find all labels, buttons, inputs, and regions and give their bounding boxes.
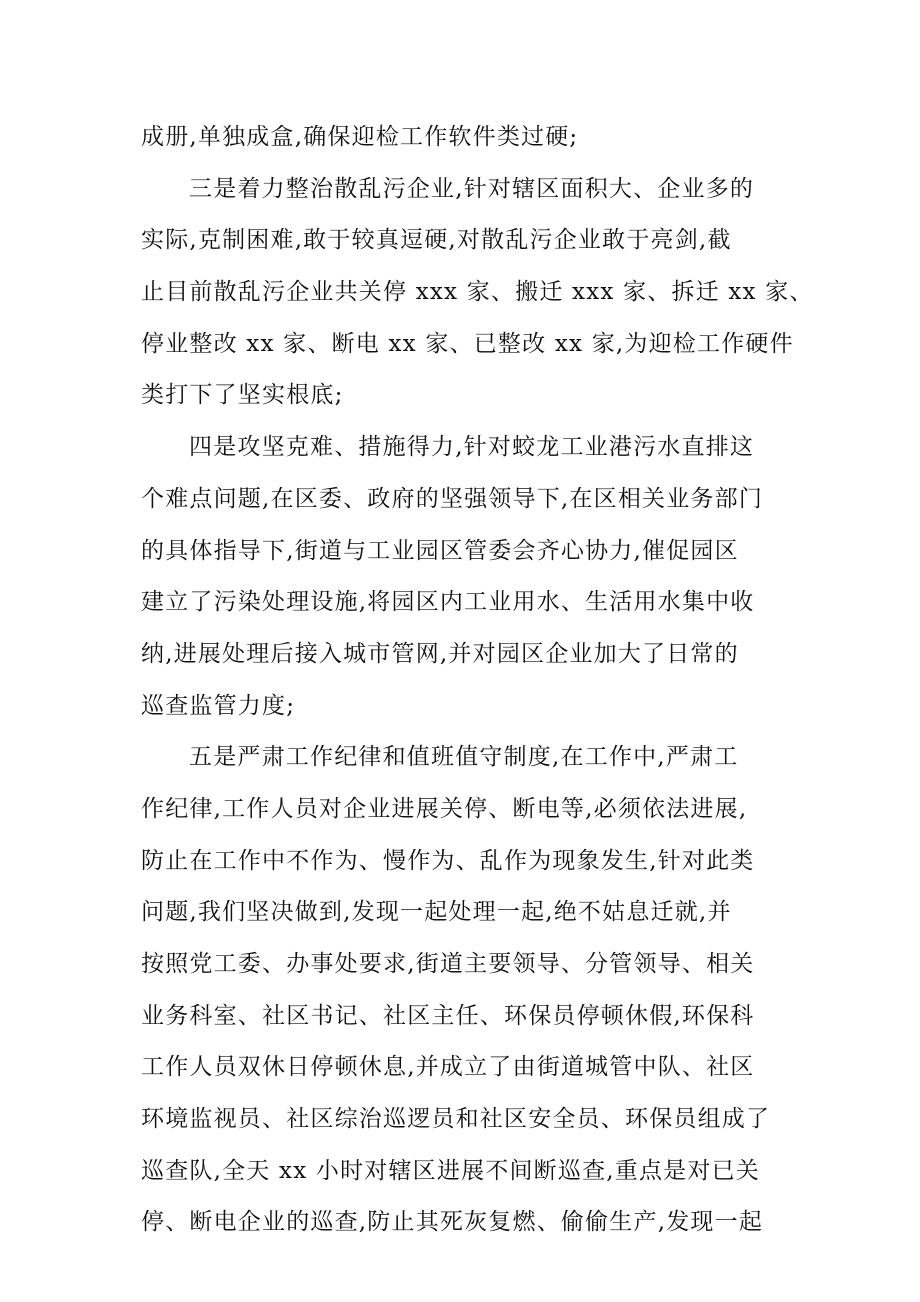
text-line: 巡查队,全天 xx 小时对辖区进展不间断巡查,重点是对已关 — [141, 1157, 760, 1184]
text-line: 类打下了坚实根底; — [141, 382, 344, 409]
text-line: 纳,进展处理后接入城市管网,并对园区企业加大了日常的 — [141, 640, 739, 667]
text-line: 工作人员双休日停顿休息,并成立了由街道城管中队、社区 — [141, 1054, 755, 1081]
text-line: 的具体指导下,街道与工业园区管委会齐心协力,催促园区 — [141, 537, 739, 564]
text-line: 五是严肃工作纪律和值班值守制度,在工作中,严肃工 — [189, 744, 739, 771]
text-line: 停、断电企业的巡查,防止其死灰复燃、偷偷生产,发现一起 — [141, 1209, 764, 1236]
text-line: 作纪律,工作人员对企业进展关停、断电等,必须依法进展, — [141, 795, 748, 822]
text-line: 个难点问题,在区委、政府的坚强领导下,在区相关业务部门 — [141, 485, 764, 512]
text-line: 巡查监管力度; — [141, 692, 296, 719]
text-line: 四是攻坚克难、措施得力,针对蛟龙工业港污水直排这 — [189, 434, 755, 461]
text-line: 止目前散乱污企业共关停 xxx 家、搬迁 xxx 家、拆迁 xx 家、 — [141, 279, 814, 306]
text-line: 停业整改 xx 家、断电 xx 家、已整改 xx 家,为迎检工作硬件 — [141, 330, 794, 357]
text-line: 成册,单独成盒,确保迎检工作软件类过硬; — [141, 124, 579, 150]
text-line: 防止在工作中不作为、慢作为、乱作为现象发生,针对此类 — [141, 847, 755, 874]
text-line: 业务科室、社区书记、社区主任、环保员停顿休假,环保科 — [141, 1002, 755, 1029]
text-line: 环境监视员、社区综治巡逻员和社区安全员、环保员组成了 — [141, 1106, 771, 1133]
text-line: 建立了污染处理设施,将园区内工业用水、生活用水集中收 — [141, 589, 755, 616]
text-line: 按照党工委、办事处要求,街道主要领导、分管领导、相关 — [141, 951, 755, 977]
text-line: 三是着力整治散乱污企业,针对辖区面积大、企业多的 — [189, 175, 755, 202]
text-line: 问题,我们坚决做到,发现一起处理一起,绝不姑息迁就,并 — [141, 899, 732, 926]
text-line: 实际,克制困难,敢于较真逗硬,对散乱污企业敢于亮剑,截 — [141, 227, 732, 254]
document-body — [141, 112, 821, 1249]
